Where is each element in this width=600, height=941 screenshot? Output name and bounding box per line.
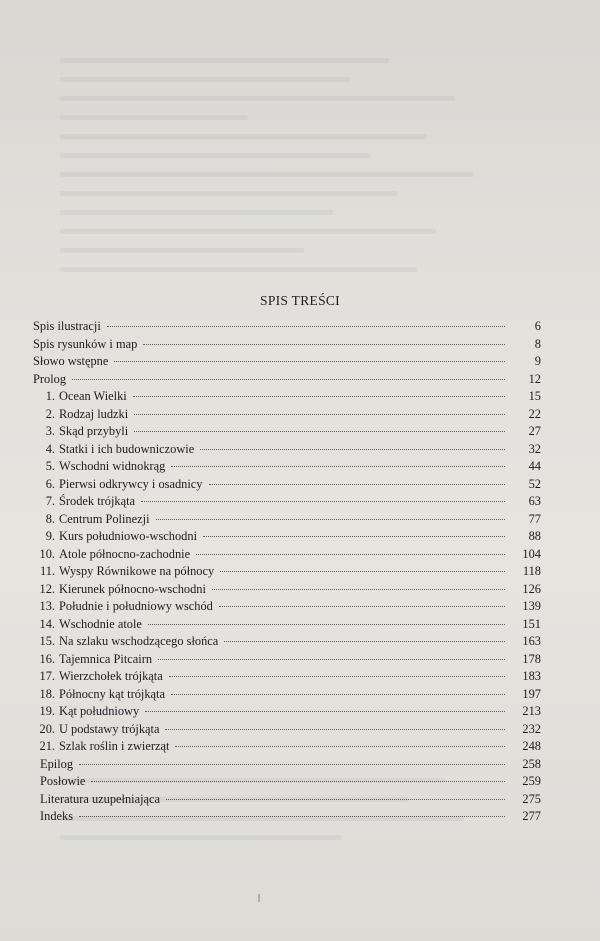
entry-label: Spis rysunków i map: [33, 336, 138, 351]
page-number: 77: [528, 511, 541, 526]
page-number: 8: [534, 336, 541, 351]
dot-leader: [166, 799, 505, 800]
chapter-number: 12.: [39, 581, 55, 596]
chapter-number: 4.: [45, 441, 55, 456]
toc-entry: [33, 582, 541, 600]
toc-entry: [33, 809, 541, 827]
chapter-number: 10.: [39, 546, 55, 561]
entry-label: Spis ilustracji: [33, 319, 101, 333]
chapter-number: 6.: [45, 476, 55, 491]
entry-label: Literatura uzupełniająca: [40, 791, 161, 806]
chapter-number: 2.: [45, 406, 55, 421]
chapter-number: 9.: [45, 529, 55, 543]
dot-leader: [203, 536, 505, 537]
toc-entry: [33, 722, 541, 740]
toc-entry: [33, 739, 541, 757]
table-of-contents: [33, 319, 541, 827]
dot-leader: [212, 589, 505, 590]
chapter-number: 11.: [39, 564, 55, 578]
toc-entry: [33, 547, 541, 565]
toc-entry: [33, 617, 541, 635]
dot-leader: [114, 361, 505, 362]
page-number: 104: [522, 546, 541, 561]
dot-leader: [156, 519, 505, 520]
entry-label: Tajemnica Pitcairn: [59, 651, 153, 666]
chapter-number: 16.: [39, 651, 55, 666]
dot-leader: [133, 396, 505, 397]
toc-entry: [33, 599, 541, 617]
entry-label: Szlak roślin i zwierząt: [59, 739, 170, 753]
page-number: 52: [528, 476, 541, 491]
dot-leader: [143, 344, 505, 345]
page-number: 258: [522, 756, 541, 771]
dot-leader: [145, 711, 505, 712]
toc-entry: [33, 477, 541, 495]
toc-entry: [33, 442, 541, 460]
page-number: 118: [522, 564, 541, 578]
page-number: 197: [522, 686, 541, 701]
page-number: 213: [522, 704, 541, 718]
dot-leader: [158, 659, 505, 660]
dot-leader: [175, 746, 505, 747]
entry-label: Południe i południowy wschód: [59, 599, 213, 613]
entry-label: Słowo wstępne: [33, 354, 109, 368]
page-number: 275: [522, 791, 541, 806]
page-number: 183: [522, 669, 541, 683]
entry-label: Wschodnie atole: [59, 616, 142, 631]
toc-entry: [33, 337, 541, 355]
dot-leader: [79, 816, 505, 817]
chapter-number: 7.: [45, 494, 55, 508]
entry-label: Prolog: [33, 371, 67, 386]
chapter-number: 19.: [39, 704, 55, 718]
dot-leader: [134, 414, 505, 415]
toc-entry: [33, 687, 541, 705]
toc-entry: [33, 774, 541, 792]
toc-entry: [33, 757, 541, 775]
dot-leader: [165, 729, 505, 730]
toc-entry: [33, 634, 541, 652]
toc-entry: [33, 424, 541, 442]
dot-leader: [209, 484, 505, 485]
page-number: 12: [528, 371, 541, 386]
entry-label: Statki i ich budowniczowie: [59, 441, 195, 456]
dot-leader: [171, 694, 505, 695]
dot-leader: [224, 641, 505, 642]
chapter-number: 21.: [39, 739, 55, 753]
entry-label: Skąd przybyli: [59, 424, 129, 438]
dot-leader: [171, 466, 505, 467]
chapter-number: 17.: [39, 669, 55, 683]
toc-entry: [33, 319, 541, 337]
page-number: 259: [522, 774, 541, 788]
chapter-number: 14.: [39, 616, 55, 631]
chapter-number: 1.: [45, 389, 55, 403]
toc-entry: [33, 389, 541, 407]
page-mark: [258, 894, 260, 902]
bleed-through-top: [0, 58, 600, 286]
page-number: 163: [522, 634, 541, 648]
page-number: 277: [522, 809, 541, 823]
entry-label: Posłowie: [40, 774, 86, 788]
page-number: 9: [534, 354, 541, 368]
dot-leader: [196, 554, 505, 555]
toc-title: SPIS TREŚCI: [260, 293, 340, 308]
entry-label: Rodzaj ludzki: [59, 406, 129, 421]
toc-entry: [33, 354, 541, 372]
page-number: 44: [528, 459, 541, 473]
page-number: 15: [528, 389, 541, 403]
page-number: 248: [522, 739, 541, 753]
page-number: 126: [522, 581, 541, 596]
toc-entry: [33, 704, 541, 722]
toc-entry: [33, 372, 541, 390]
page-number: 27: [528, 424, 541, 438]
page-number: 63: [528, 494, 541, 508]
entry-label: Centrum Polinezji: [59, 511, 150, 526]
toc-entry: [33, 459, 541, 477]
entry-label: Na szlaku wschodzącego słońca: [59, 634, 219, 648]
entry-label: U podstawy trójkąta: [59, 721, 160, 736]
entry-label: Kierunek północno-wschodni: [59, 581, 206, 596]
chapter-number: 5.: [45, 459, 55, 473]
chapter-number: 3.: [45, 424, 55, 438]
entry-label: Wyspy Równikowe na północy: [59, 564, 215, 578]
page-number: 151: [522, 616, 541, 631]
entry-label: Środek trójkąta: [59, 494, 136, 508]
entry-label: Ocean Wielki: [59, 389, 127, 403]
dot-leader: [141, 501, 505, 502]
entry-label: Północny kąt trójkąta: [59, 686, 165, 701]
dot-leader: [148, 624, 505, 625]
page-number: 232: [522, 721, 541, 736]
chapter-number: 13.: [39, 599, 55, 613]
toc-entry: [33, 407, 541, 425]
entry-label: Epilog: [40, 756, 74, 771]
toc-entry: [33, 652, 541, 670]
entry-label: Kąt południowy: [59, 704, 140, 718]
dot-leader: [219, 606, 505, 607]
page-number: 178: [522, 651, 541, 666]
toc-entry: [33, 669, 541, 687]
dot-leader: [91, 781, 505, 782]
dot-leader: [134, 431, 505, 432]
page-number: 88: [528, 529, 541, 543]
dot-leader: [200, 449, 505, 450]
dot-leader: [79, 764, 505, 765]
entry-label: Pierwsi odkrywcy i osadnicy: [59, 476, 203, 491]
toc-entry: [33, 512, 541, 530]
dot-leader: [107, 326, 505, 327]
entry-label: Kurs południowo-wschodni: [59, 529, 198, 543]
entry-label: Indeks: [40, 809, 74, 823]
toc-entry: [33, 792, 541, 810]
entry-label: Wierzchołek trójkąta: [59, 669, 163, 683]
chapter-number: 15.: [39, 634, 55, 648]
toc-entry: [33, 494, 541, 512]
dot-leader: [72, 379, 505, 380]
chapter-number: 8.: [45, 511, 55, 526]
dot-leader: [220, 571, 505, 572]
page-number: 139: [522, 599, 541, 613]
toc-entry: [33, 529, 541, 547]
page-number: 32: [528, 441, 541, 456]
entry-label: Wschodni widnokrąg: [59, 459, 166, 473]
toc-entry: [33, 564, 541, 582]
page-number: 6: [534, 319, 541, 333]
chapter-number: 20.: [39, 721, 55, 736]
page-number: 22: [528, 406, 541, 421]
chapter-number: 18.: [39, 686, 55, 701]
entry-label: Atole północno-zachodnie: [59, 546, 191, 561]
dot-leader: [169, 676, 505, 677]
